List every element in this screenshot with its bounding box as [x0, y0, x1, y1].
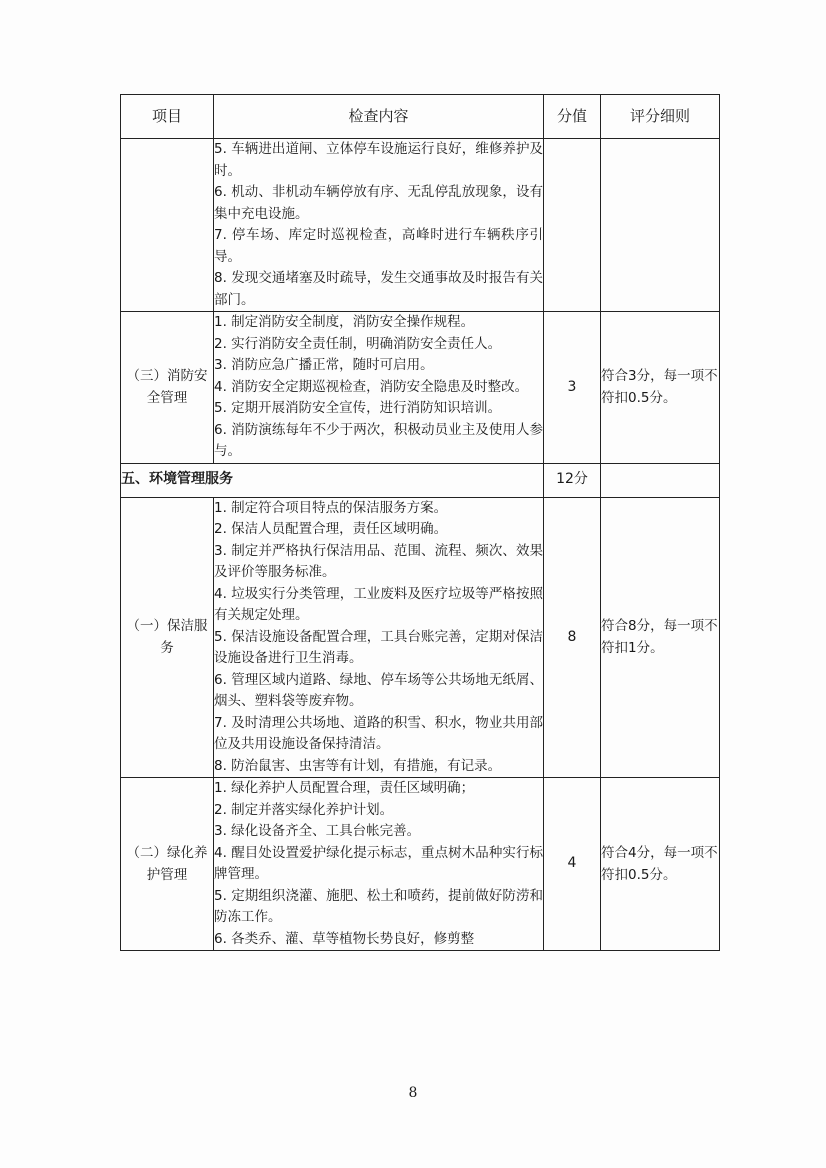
table-row [121, 312, 720, 464]
content-line: 6. 机动、非机动车辆停放有序、无乱停乱放现象，设有集中充电设施。 [214, 184, 543, 222]
content-line: 5. 定期开展消防安全宣传，进行消防知识培训。 [214, 400, 502, 416]
content-line: 2. 实行消防安全责任制，明确消防安全责任人。 [214, 335, 502, 352]
content-line: 7. 停车场、库定时巡视检查，高峰时进行车辆秩序引导。 [214, 227, 543, 265]
content-line: 5. 车辆进出道闸、立体停车设施运行良好，维修养护及时。 [214, 141, 543, 179]
content-line: 2. 制定并落实绿化养护计划。 [214, 801, 394, 818]
row-content [214, 139, 544, 312]
content-line: 3. 绿化设备齐全、工具台帐完善。 [214, 823, 421, 839]
content-line: 1. 制定消防安全制度，消防安全操作规程。 [214, 314, 475, 330]
table-header-row [121, 95, 720, 139]
row-content [214, 497, 544, 778]
content-line: 6. 各类乔、灌、草等植物长势良好，修剪整 [214, 930, 475, 947]
content-line: 4. 消防安全定期巡视检查，消防安全隐患及时整改。 [214, 378, 529, 395]
content-line: 6. 消防演练每年不少于两次，积极动员业主及使用人参与。 [214, 421, 543, 459]
row-item [121, 139, 214, 312]
row-score: 3 [544, 312, 601, 464]
content-line: 3. 制定并严格执行保洁用品、范围、流程、频次、效果及评价等服务标准。 [214, 542, 543, 580]
row-item: （二）绿化养护管理 [121, 778, 214, 951]
content-line: 5. 保洁设施设备配置合理，工具台账完善，定期对保洁设施设备进行卫生消毒。 [214, 628, 543, 666]
header-rule: 评分细则 [601, 95, 720, 139]
content-line: 5. 定期组织浇灌、施肥、松土和喷药，提前做好防涝和防冻工作。 [214, 887, 543, 925]
content-line: 7. 及时清理公共场地、道路的积雪、积水，物业共用部位及共用设施设备保持清洁。 [214, 714, 543, 752]
row-item: （三）消防安全管理 [121, 312, 214, 464]
table-row [121, 139, 720, 312]
content-line: 1. 绿化养护人员配置合理，责任区域明确； [214, 780, 475, 796]
content-line: 1. 制定符合项目特点的保洁服务方案。 [214, 499, 448, 516]
table-row [121, 778, 720, 951]
row-content [214, 778, 544, 951]
row-score: 4 [544, 778, 601, 951]
content-line: 3. 消防应急广播正常，随时可启用。 [214, 357, 434, 373]
section-row [121, 463, 720, 497]
table-row [121, 497, 720, 778]
content-line: 8. 发现交通堵塞及时疏导，发生交通事故及时报告有关部门。 [214, 270, 543, 308]
row-score [544, 139, 601, 312]
section-score: 12分 [544, 463, 601, 497]
inspection-table [120, 94, 720, 951]
content-line: 4. 垃圾实行分类管理，工业废料及医疗垃圾等严格按照有关规定处理。 [214, 585, 543, 623]
row-rule: 符合8分，每一项不符扣1分。 [601, 497, 720, 778]
section-rule-empty [601, 463, 720, 497]
content-line: 4. 醒目处设置爱护绿化提示标志，重点树木品种实行标牌管理。 [214, 844, 543, 882]
header-item: 项目 [121, 95, 214, 139]
row-content [214, 312, 544, 464]
header-score: 分值 [544, 95, 601, 139]
content-line: 2. 保洁人员配置合理，责任区域明确。 [214, 521, 448, 537]
row-item: （一）保洁服务 [121, 497, 214, 778]
content-line: 6. 管理区域内道路、绿地、停车场等公共场地无纸屑、烟头、塑料袋等废弃物。 [214, 671, 543, 709]
row-rule [601, 139, 720, 312]
content-line: 8. 防治鼠害、虫害等有计划，有措施，有记录。 [214, 757, 502, 774]
section-title: 五、环境管理服务 [121, 463, 544, 497]
row-rule: 符合4分，每一项不符扣0.5分。 [601, 778, 720, 951]
page-number: 8 [408, 1085, 418, 1101]
row-rule: 符合3分，每一项不符扣0.5分。 [601, 312, 720, 464]
header-content: 检查内容 [214, 95, 544, 139]
row-score: 8 [544, 497, 601, 778]
